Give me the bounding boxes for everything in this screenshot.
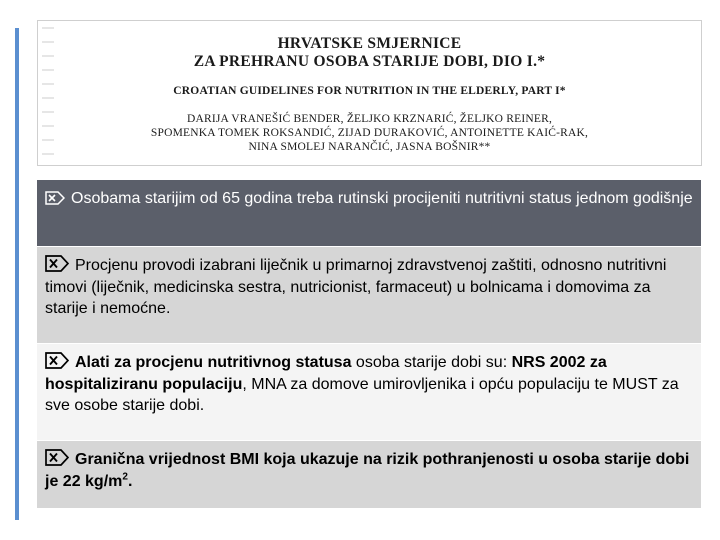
x-box-arrow-icon — [45, 255, 69, 272]
bullet4-superscript: 2 — [122, 471, 128, 483]
bullet-section-3 — [37, 344, 701, 440]
bullet-section-4 — [37, 441, 701, 508]
x-box-arrow-icon — [45, 191, 65, 205]
article-header-image — [37, 20, 702, 166]
bullet3-text-b: , MNA za domove umirovljenika i opću populaciju te MUST za sve osobe starije dobi. — [45, 375, 679, 414]
bullet4-tail: . — [127, 472, 133, 490]
header-title-line2: ZA PREHRANU OSOBA STARIJE DOBI, DIO I.* — [193, 53, 546, 70]
bullet3-bold-tools: Alati za procjenu nutritivnog statusa — [75, 354, 352, 371]
bullet3-bold-nrs: NRS 2002 za hospitaliziranu populaciju — [45, 354, 607, 393]
header-english-title: CROATIAN GUIDELINES FOR NUTRITION IN THE ELDERLY, PART I* — [173, 85, 566, 97]
bullet-text-1: Osobama starijim od 65 godina treba rutinski procijeniti nutritivni status jednom godišnje — [71, 190, 693, 207]
x-box-arrow-icon — [45, 352, 69, 369]
header-authors-line1: DARIJA VRANEŠIĆ BENDER, ŽELJKO KRZNARIĆ, ŽELJKO REINER, — [186, 113, 553, 125]
bullet-text-2: Procjenu provodi izabrani liječnik u primarnoj zdravstvenoj zaštiti, odnosno nutritivni timovi (liječnik, medicinska sestra, nutricionist, farmaceut) u bolnicama i domovima za starije i nemoćne. — [45, 257, 667, 317]
bullet-section-1 — [37, 180, 701, 246]
header-title-line1: HRVATSKE SMJERNICE — [277, 35, 462, 52]
accent-bar — [15, 28, 19, 520]
bullet-section-2 — [37, 247, 701, 343]
header-authors-line2: SPOMENKA TOMEK ROKSANDIĆ, ZIJAD DURAKOVIĆ, ANTOINETTE KAIĆ-RAK, — [150, 127, 589, 139]
bullet3-text-a: osoba starije dobi su: — [351, 354, 512, 371]
x-box-arrow-icon — [45, 449, 69, 466]
bullet-text-4: Granična vrijednost BMI koja ukazuje na rizik pothranjenosti u osoba starije dobi je 22 kg/m — [45, 451, 690, 490]
header-authors-line3: NINA SMOLEJ NARANČIĆ, JASNA BOŠNIR** — [248, 141, 491, 153]
